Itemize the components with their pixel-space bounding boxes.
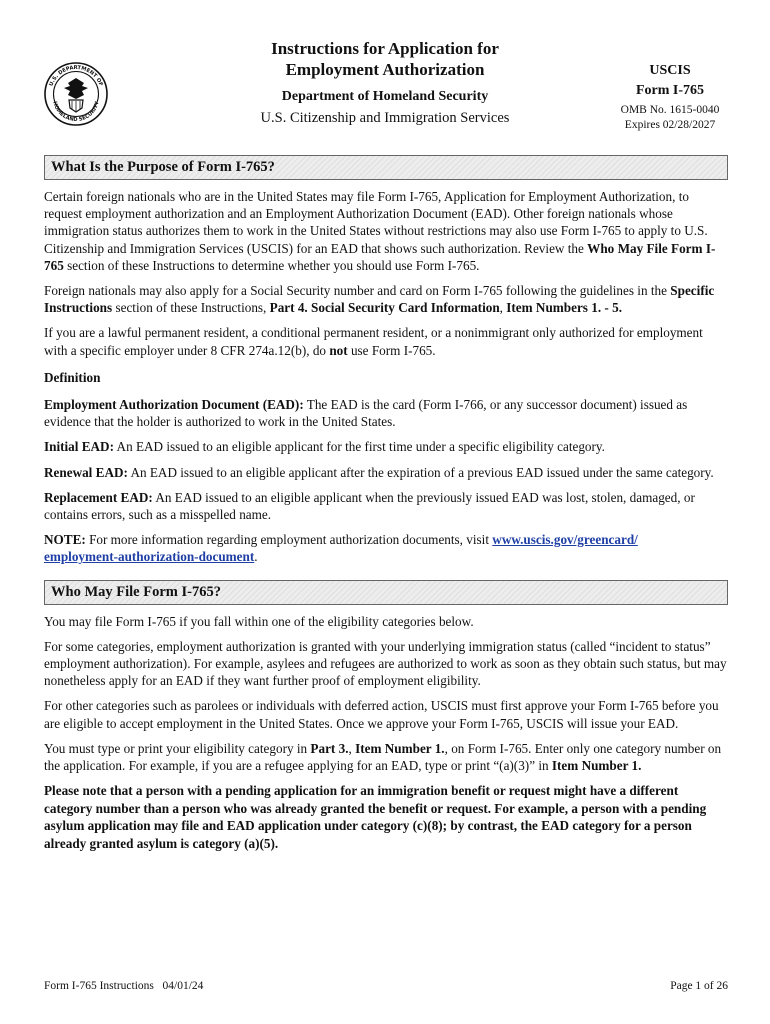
svg-text:U.S. DEPARTMENT OF: U.S. DEPARTMENT OF <box>48 64 104 88</box>
definition-replacement-ead: Replacement EAD: An EAD issued to an eligible applicant when the previously issued EAD was lost, stolen, damaged, or contains errors, such as a misspelled name. <box>44 489 695 523</box>
agency-name: U.S. Citizenship and Immigration Services <box>260 110 510 126</box>
page-number: Page 1 of 26 <box>670 980 728 992</box>
definition-initial-ead: Initial EAD: An EAD issued to an eligible applicant for the first time under a specific eligibility category. <box>44 439 605 455</box>
note-paragraph: NOTE: For more information regarding employment authorization documents, visit www.uscis.gov/greencard/ employment-authorization-document. <box>44 532 638 565</box>
omb-number: OMB No. 1615-0040 <box>620 104 720 116</box>
who-paragraph-4: You must type or print your eligibility category in Part 3., Item Number 1., on Form I-765. Enter only one category number on the application. For example, if you are a refugee applying for an EAD, type or print “(a)(3)” in Item Number 1. <box>44 740 722 774</box>
who-paragraph-1: You may file Form I-765 if you fall within one of the eligibility categories below. <box>44 613 474 629</box>
purpose-paragraph-2: Foreign nationals may also apply for a Social Security number and card on Form I-765 following the guidelines in the Specific Instructions section of these Instructions, Part 4. Social Security Card Information, Item Numbers 1. - 5. <box>44 283 715 316</box>
form-number: Form I-765 <box>635 83 705 98</box>
purpose-paragraph-1: Certain foreign nationals who are in the United States may file Form I-765, Application for Employment Authorization, to request employment authorization and an Employment Authorization Document (EAD). Other foreign nationals whose immigration status authorizes them to work in the United States without restrictions may also use Form I-765 to apply to U.S. Citizenship and Immigration Services (USCIS) for an EAD that shows such authorization. Review the Who May File Form I-765 section of these Instructions to determine whether you should use Form I-765. <box>44 189 716 273</box>
section-heading-purpose: What Is the Purpose of Form I-765? <box>44 155 728 180</box>
department-name: Department of Homeland Security <box>281 89 489 104</box>
title-block <box>220 38 550 127</box>
who-paragraph-2: For some categories, employment authorization is granted with your underlying immigration status (called “incident to status” employment authorization). For example, asylees and refugees are authorized to work as soon as they obtain such status, but may nonetheless apply for an EAD if they want further proof of employment eligibility. <box>44 638 727 689</box>
uscis-ead-link[interactable]: www.uscis.gov/greencard/ employment-authorization-document <box>44 532 638 565</box>
footer-form-edition: Form I-765 Instructions 04/01/24 <box>44 980 204 992</box>
purpose-paragraph-3: If you are a lawful permanent resident, a conditional permanent resident, or a nonimmigrant only authorized for employment with a specific employer under 8 CFR 274a.12(b), do not use Form I-765. <box>44 325 703 358</box>
section-heading-who-may-file: Who May File Form I-765? <box>44 580 728 605</box>
svg-text:HOMELAND SECURITY: HOMELAND SECURITY <box>51 100 101 124</box>
form-info-block <box>610 62 730 133</box>
document-title-line1: Instructions for Application for <box>271 39 499 58</box>
page-footer <box>44 980 728 996</box>
expiration-date: Expires 02/28/2027 <box>624 119 716 131</box>
definition-renewal-ead: Renewal EAD: An EAD issued to an eligible applicant after the expiration of a previous EAD issued under the same category. <box>44 464 714 480</box>
main-content <box>44 155 728 860</box>
uscis-label: USCIS <box>649 63 691 78</box>
dhs-seal-logo <box>44 62 108 126</box>
document-title-line2: Employment Authorization <box>285 60 485 79</box>
definition-ead: Employment Authorization Document (EAD): The EAD is the card (Form I-766, or any successor document) issued as evidence that the holder is authorized to work in the United States. <box>44 397 688 430</box>
definition-heading: Definition <box>44 369 101 385</box>
category-note: Please note that a person with a pending application for an immigration benefit or request might have a different category number than a person who was already granted the benefit or request. For example, a person with a pending asylum application may file and EAD application under category (c)(8); by contrast, the EAD category for a person already granted asylum is category (a)(5). <box>44 783 707 851</box>
who-paragraph-3: For other categories such as parolees or individuals with deferred action, USCIS must first approve your Form I-765 before you are eligible to accept employment in the United States. Once we approve your Form I-765, USCIS will issue your EAD. <box>44 698 719 731</box>
